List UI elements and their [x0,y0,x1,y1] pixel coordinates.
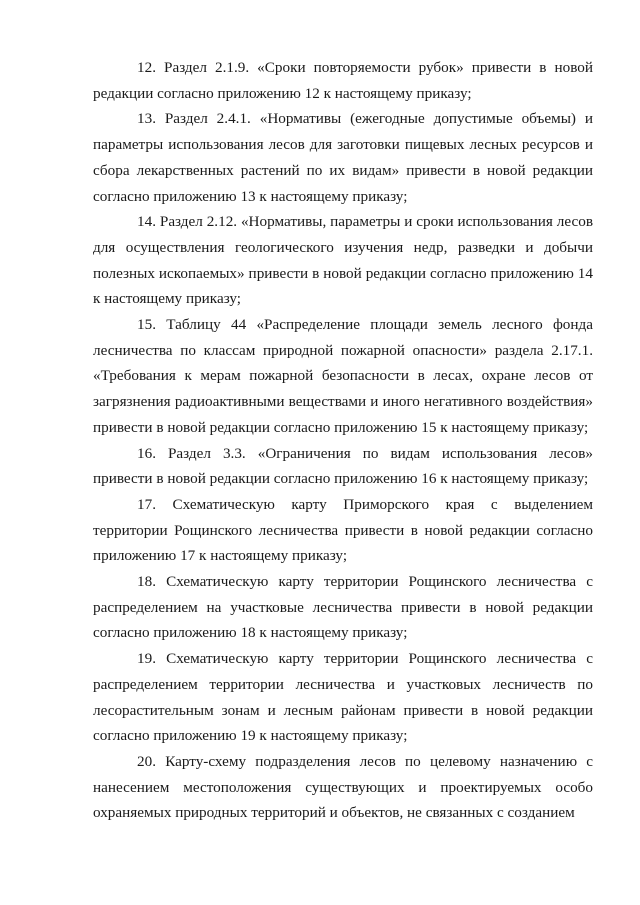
paragraph-17: 17. Схематическую карту Приморского края с выделением территории Рощинского лесничества привести в новой редакции согласно приложению 17 к настоящему приказу; [93,495,593,565]
paragraph-15: 15. Таблицу 44 «Распределение площади земель лесного фонда лесничества по классам природной пожарной опасности» раздела 2.17.1. «Требования к мерам пожарной безопасности в лесах, охране лесов от загрязнения радиоактивными веществами и иного негативного воздействия» привести в новой редакции согласно приложению 15 к настоящему приказу; [93,316,593,436]
paragraph-13: 13. Раздел 2.4.1. «Нормативы (ежегодные допустимые объемы) и параметры использования лесов для заготовки пищевых лесных ресурсов и сбора лекарственных растений по их видам» привести в новой редакции согласно приложению 13 к настоящему приказу; [93,110,593,205]
paragraph-16: 16. Раздел 3.3. «Ограничения по видам использования лесов» привести в новой редакции согласно приложению 16 к настоящему приказу; [93,444,593,488]
document-body [93,55,593,826]
paragraph-12: 12. Раздел 2.1.9. «Сроки повторяемости рубок» привести в новой редакции согласно приложению 12 к настоящему приказу; [93,59,593,102]
paragraph-14: 14. Раздел 2.12. «Нормативы, параметры и сроки использования лесов для осуществления геологического изучения недр, разведки и добычи полезных ископаемых» привести в новой редакции согласно приложению 14 к настоящему приказу; [93,213,593,308]
paragraph-20: 20. Карту-схему подразделения лесов по целевому назначению с нанесением местоположения существующих и проектируемых особо охраняемых природных территорий и объектов, не связанных с созданием [93,752,593,822]
paragraph-18: 18. Схематическую карту территории Рощинского лесничества с распределением на участковые лесничества привести в новой редакции согласно приложению 18 к настоящему приказу; [93,573,593,642]
paragraph-19: 19. Схематическую карту территории Рощинского лесничества с распределением территории лесничества и участковых лесничеств по лесорастительным зонам и лесным районам привести в новой редакции согласно приложению 19 к настоящему приказу; [93,650,593,745]
